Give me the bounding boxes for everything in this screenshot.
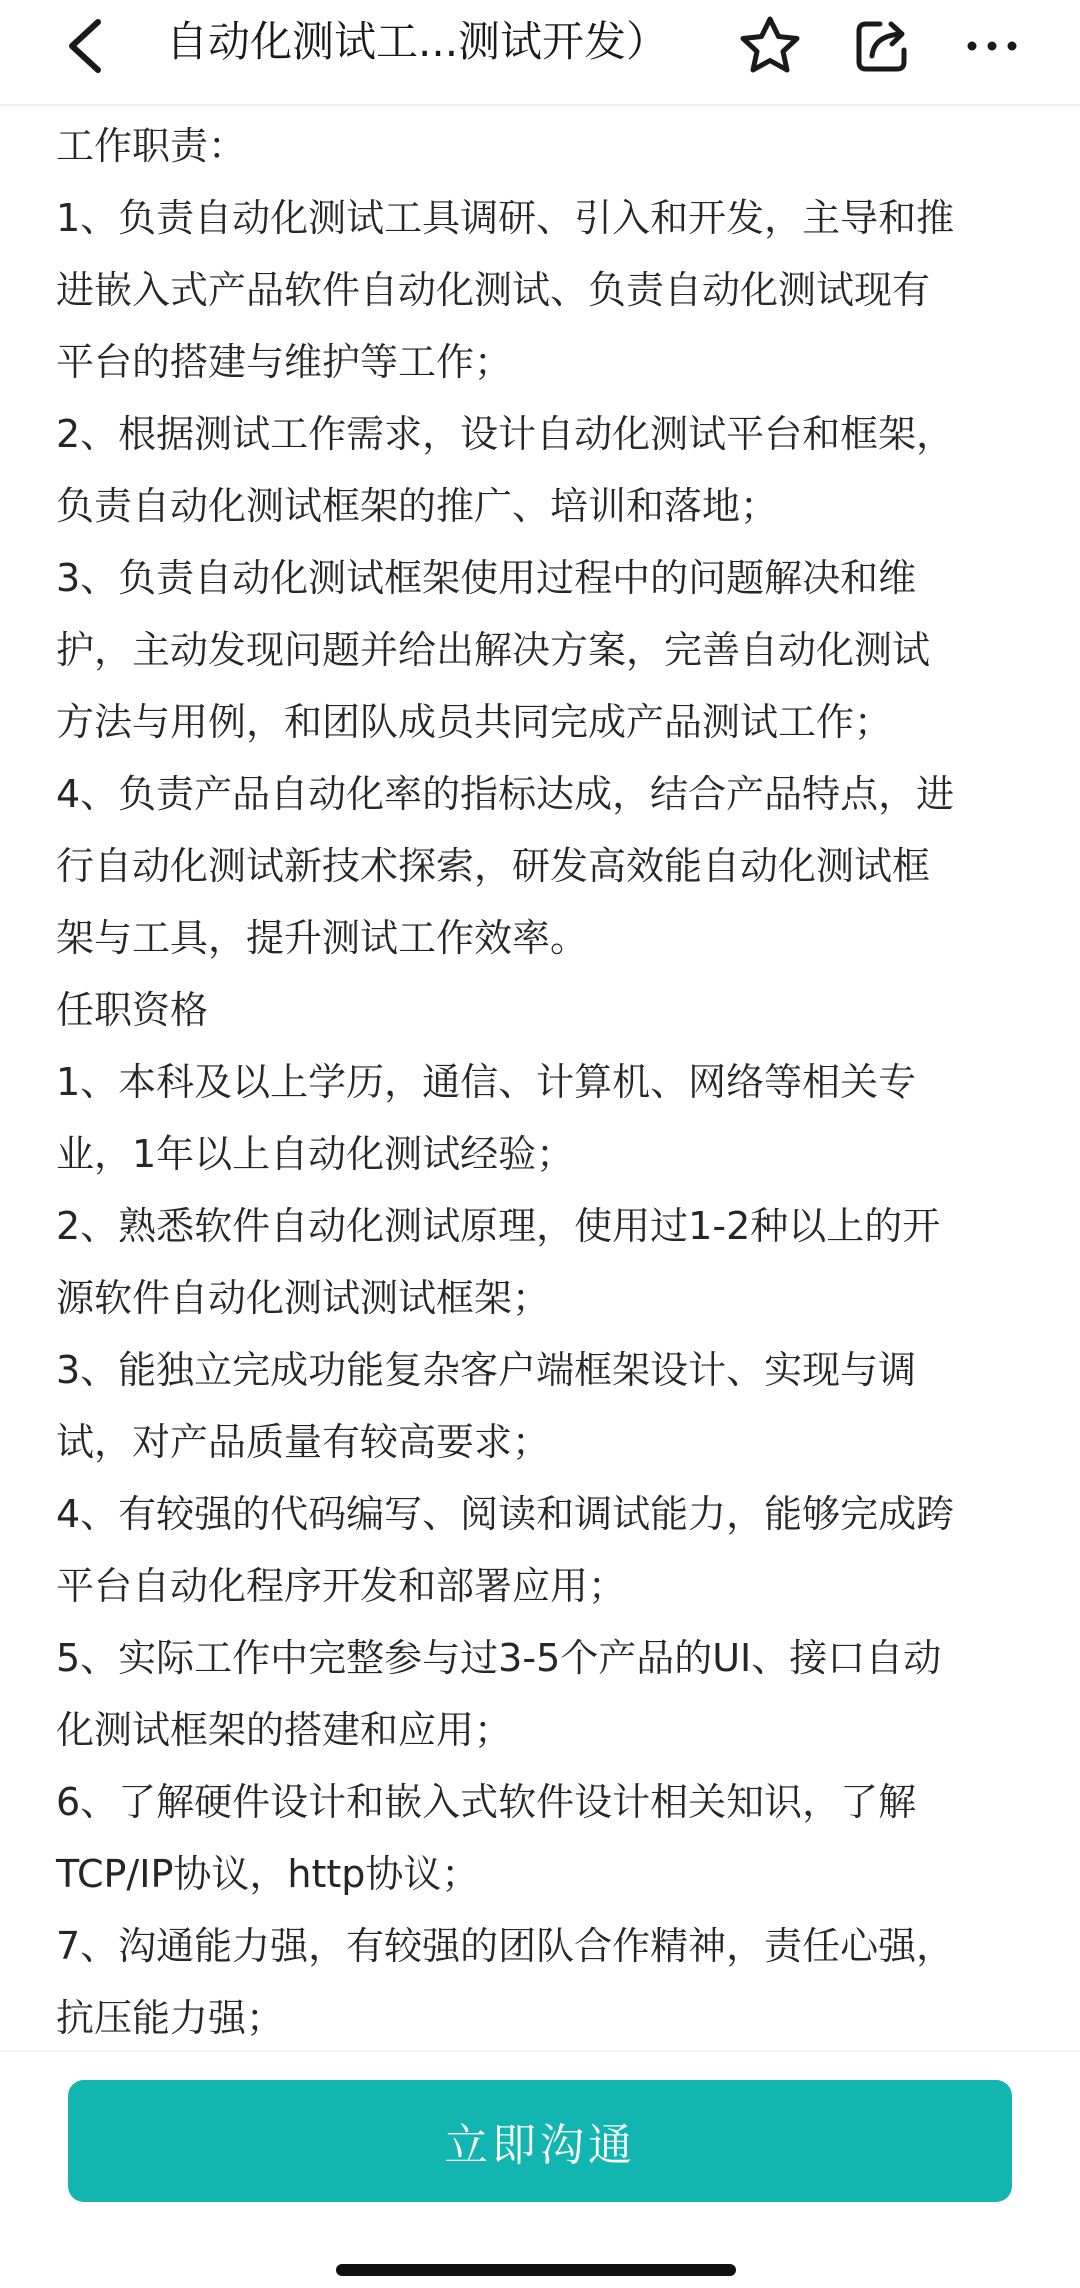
description-line: 5、实际工作中完整参与过3-5个产品的UI、接口自动 [56,1636,942,1680]
description-line: 护，主动发现问题并给出解决方案，完善自动化测试 [56,628,931,672]
section-heading: 工作职责： [56,124,247,168]
description-line: 1、本科及以上学历，通信、计算机、网络等相关专 [56,1060,917,1104]
home-indicator[interactable] [336,2264,736,2276]
chevron-left-icon [60,8,120,84]
job-description [56,110,1036,2054]
description-line: 方法与用例，和团队成员共同完成产品测试工作； [56,700,893,744]
description-line: 4、负责产品自动化率的指标达成，结合产品特点，进 [56,772,955,816]
share-button[interactable] [842,6,922,86]
description-line: 负责自动化测试框架的推广、培训和落地； [56,484,779,528]
description-line: TCP/IP协议，http协议； [56,1852,480,1896]
description-line: 平台的搭建与维护等工作； [56,340,513,384]
description-line: 源软件自动化测试测试框架； [56,1276,551,1320]
description-line: 化测试框架的搭建和应用； [56,1708,513,1752]
description-line: 行自动化测试新技术探索，研发高效能自动化测试框 [56,844,931,888]
description-line: 6、了解硬件设计和嵌入式软件设计相关知识，了解 [56,1780,917,1824]
bottom-action-bar [0,2050,1080,2288]
back-button[interactable] [60,8,120,84]
description-line: 3、负责自动化测试框架使用过程中的问题解决和维 [56,556,917,600]
more-horizontal-icon [960,14,1024,78]
more-button[interactable] [952,6,1032,86]
description-line: 2、根据测试工作需求，设计自动化测试平台和框架， [56,412,955,456]
description-line: 3、能独立完成功能复杂客户端框架设计、实现与调 [56,1348,917,1392]
star-outline-icon [738,14,802,78]
chat-now-button[interactable]: 立即沟通 [68,2080,1012,2202]
top-navigation-bar [0,0,1080,106]
share-icon [850,14,914,78]
description-line: 7、沟通能力强，有较强的团队合作精神，责任心强， [56,1924,955,1968]
description-line: 业，1年以上自动化测试经验； [56,1132,575,1176]
description-line: 4、有较强的代码编写、阅读和调试能力，能够完成跨 [56,1492,955,1536]
description-line: 1、负责自动化测试工具调研、引入和开发，主导和推 [56,196,955,240]
section-heading: 任职资格 [56,988,209,1032]
page-title: 自动化测试工...测试开发） [166,17,669,66]
description-line: 试，对产品质量有较高要求； [56,1420,551,1464]
description-line: 抗压能力强； [56,1996,285,2040]
description-line: 进嵌入式产品软件自动化测试、负责自动化测试现有 [56,268,931,312]
description-line: 平台自动化程序开发和部署应用； [56,1564,627,1608]
description-line: 2、熟悉软件自动化测试原理，使用过1-2种以上的开 [56,1204,941,1248]
favorite-button[interactable] [730,6,810,86]
description-line: 架与工具，提升测试工作效率。 [56,916,589,960]
